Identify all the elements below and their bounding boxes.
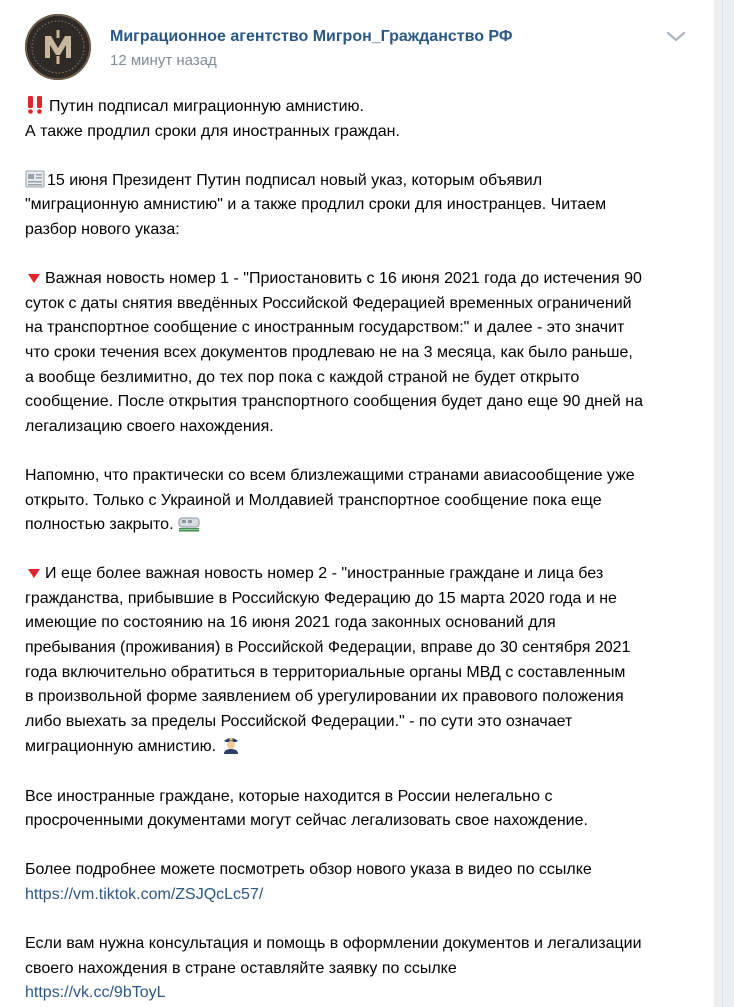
text-line: Все иностранные граждане, которые находится в России нелегально с bbox=[25, 787, 553, 805]
chevron-down-icon[interactable] bbox=[665, 30, 687, 44]
text-line bbox=[25, 883, 695, 908]
text-line: на транспортное сообщение с иностранным государством:" и далее - это значит bbox=[25, 319, 625, 337]
post-header bbox=[25, 14, 695, 82]
police-officer-icon bbox=[221, 734, 241, 754]
text-line bbox=[25, 734, 695, 760]
text-line: "миграционную амнистию" и а также продлил сроки для иностранцев. Читаем bbox=[25, 196, 607, 214]
red-triangle-down-icon bbox=[25, 270, 43, 286]
text-line: просроченными документами могут сейчас легализовать свое нахождение. bbox=[25, 812, 588, 830]
paragraph-8 bbox=[25, 932, 695, 1006]
text-content: Путин подписал миграционную амнистию. bbox=[49, 98, 364, 115]
text-line bbox=[25, 95, 695, 120]
red-triangle-down-icon bbox=[25, 565, 43, 581]
text-line bbox=[25, 981, 695, 1006]
paragraph-4 bbox=[25, 464, 695, 538]
text-line: легализацию своего нахождения. bbox=[25, 417, 274, 435]
text-content: миграционную амнистию. bbox=[25, 738, 217, 756]
text-line: Более подробнее можете посмотреть обзор нового указа в видео по ссылке bbox=[25, 861, 592, 879]
text-line bbox=[25, 513, 695, 538]
text-line: гражданства, прибывшие в Российскую Федерацию до 15 марта 2020 года и не bbox=[25, 589, 617, 607]
author-name[interactable]: Миграционное агентство Мигрон_Гражданство РФ bbox=[110, 28, 513, 45]
paragraph-3 bbox=[25, 267, 695, 439]
double-exclamation-icon bbox=[25, 96, 47, 114]
text-line: разбор нового указа: bbox=[25, 220, 180, 238]
post-time[interactable]: 12 минут назад bbox=[110, 52, 217, 69]
avatar[interactable] bbox=[25, 14, 91, 80]
paragraph-1 bbox=[25, 95, 695, 144]
paragraph-7 bbox=[25, 858, 695, 907]
post-text bbox=[25, 95, 695, 1007]
train-icon bbox=[178, 514, 200, 532]
scrollbar-track bbox=[722, 0, 723, 1007]
text-line bbox=[25, 562, 695, 587]
text-line: имеющие по состоянию на 16 июня 2021 года законных оснований для bbox=[25, 614, 556, 632]
text-content: полностью закрыто. bbox=[25, 516, 174, 534]
text-line: А также продлил сроки для иностранных граждан. bbox=[25, 122, 400, 140]
page-scrollbar[interactable] bbox=[714, 0, 734, 1007]
text-line: пребывания (проживания) в Российской Федерации, вправе до 30 сентября 2021 bbox=[25, 639, 631, 657]
text-line: открыто. Только с Украиной и Молдавией транспортное сообщение пока еще bbox=[25, 491, 602, 509]
text-line: года включительно обратиться в территориальные органы МВД с составленным bbox=[25, 663, 626, 681]
text-line: своего нахождения в стране оставляйте заявку по ссылке bbox=[25, 959, 457, 977]
text-line bbox=[25, 267, 695, 292]
text-line bbox=[25, 169, 695, 194]
text-content: 15 июня Президент Путин подписал новый указ, которым объявил bbox=[47, 171, 543, 189]
text-line: в произвольной форме заявлением об урегулировании их правового положения bbox=[25, 688, 624, 706]
avatar-logo bbox=[25, 14, 91, 80]
newspaper-icon bbox=[25, 170, 45, 188]
text-line: сообщение. После открытия транспортного сообщения будет дано еще 90 дней на bbox=[25, 393, 644, 411]
text-line: суток с даты снятия введённых Российской Федерацией временных ограничений bbox=[25, 294, 632, 312]
text-line: что сроки течения всех документов продлеваю не на 3 месяца, как было раньше, bbox=[25, 343, 633, 361]
text-line: Напомню, что практически со всем близлежащими странами авиасообщение уже bbox=[25, 466, 635, 484]
vk-cc-link[interactable]: https://vk.cc/9bToyL bbox=[25, 984, 166, 1002]
paragraph-2 bbox=[25, 169, 695, 243]
paragraph-6 bbox=[25, 785, 695, 834]
text-line: а вообще безлимитно, до тех пор пока с каждой страной не будет открыто bbox=[25, 368, 580, 386]
text-content: И еще более важная новость номер 2 - "иностранные граждане и лица без bbox=[45, 565, 604, 583]
paragraph-5 bbox=[25, 562, 695, 760]
tiktok-link[interactable]: https://vm.tiktok.com/ZSJQcLc57/ bbox=[25, 886, 264, 903]
text-content: Важная новость номер 1 - "Приостановить с 16 июня 2021 года до истечения 90 bbox=[45, 270, 642, 288]
text-line: Если вам нужна консультация и помощь в оформлении документов и легализации bbox=[25, 935, 642, 953]
text-line: либо выехать за пределы Российской Федерации." - по сути это означает bbox=[25, 712, 573, 730]
